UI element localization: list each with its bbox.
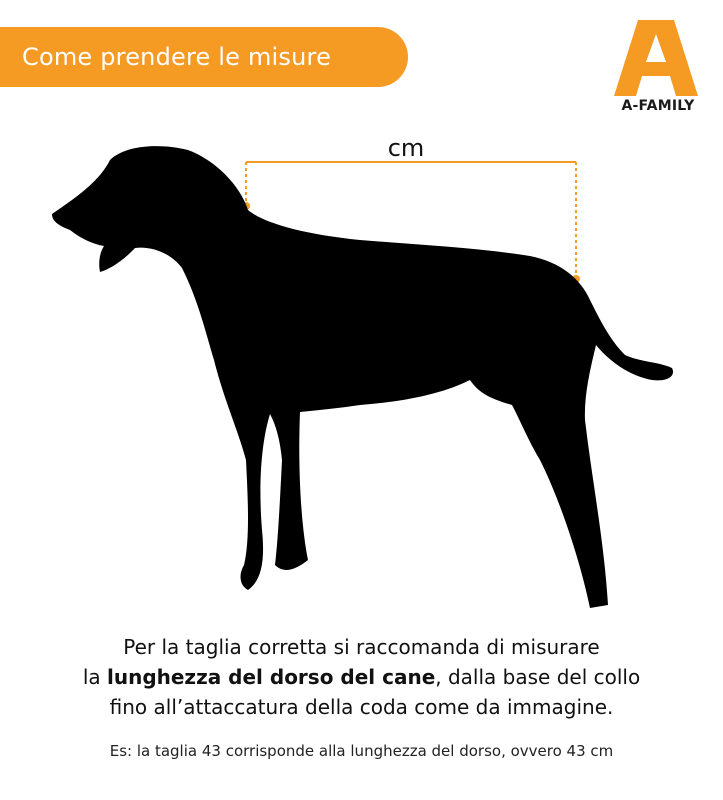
instructions-line-1: Per la taglia corretta si raccomanda di misurare bbox=[123, 635, 600, 659]
instructions-line-2: la lunghezza del dorso del cane, dalla base del collo bbox=[82, 665, 641, 689]
size-example: Es: la taglia 43 corrisponde alla lunghezza del dorso, ovvero 43 cm bbox=[109, 742, 614, 760]
instructions-line-3: fino all’attaccatura della coda come da immagine. bbox=[109, 695, 614, 719]
brand-name: A-FAMILY bbox=[621, 98, 695, 114]
measurement-unit-label: cm bbox=[387, 134, 425, 162]
highlight-back-length: lunghezza del dorso del cane bbox=[106, 665, 436, 689]
page-title: Come prendere le misure bbox=[22, 43, 332, 71]
measurement-instructions bbox=[40, 632, 683, 722]
